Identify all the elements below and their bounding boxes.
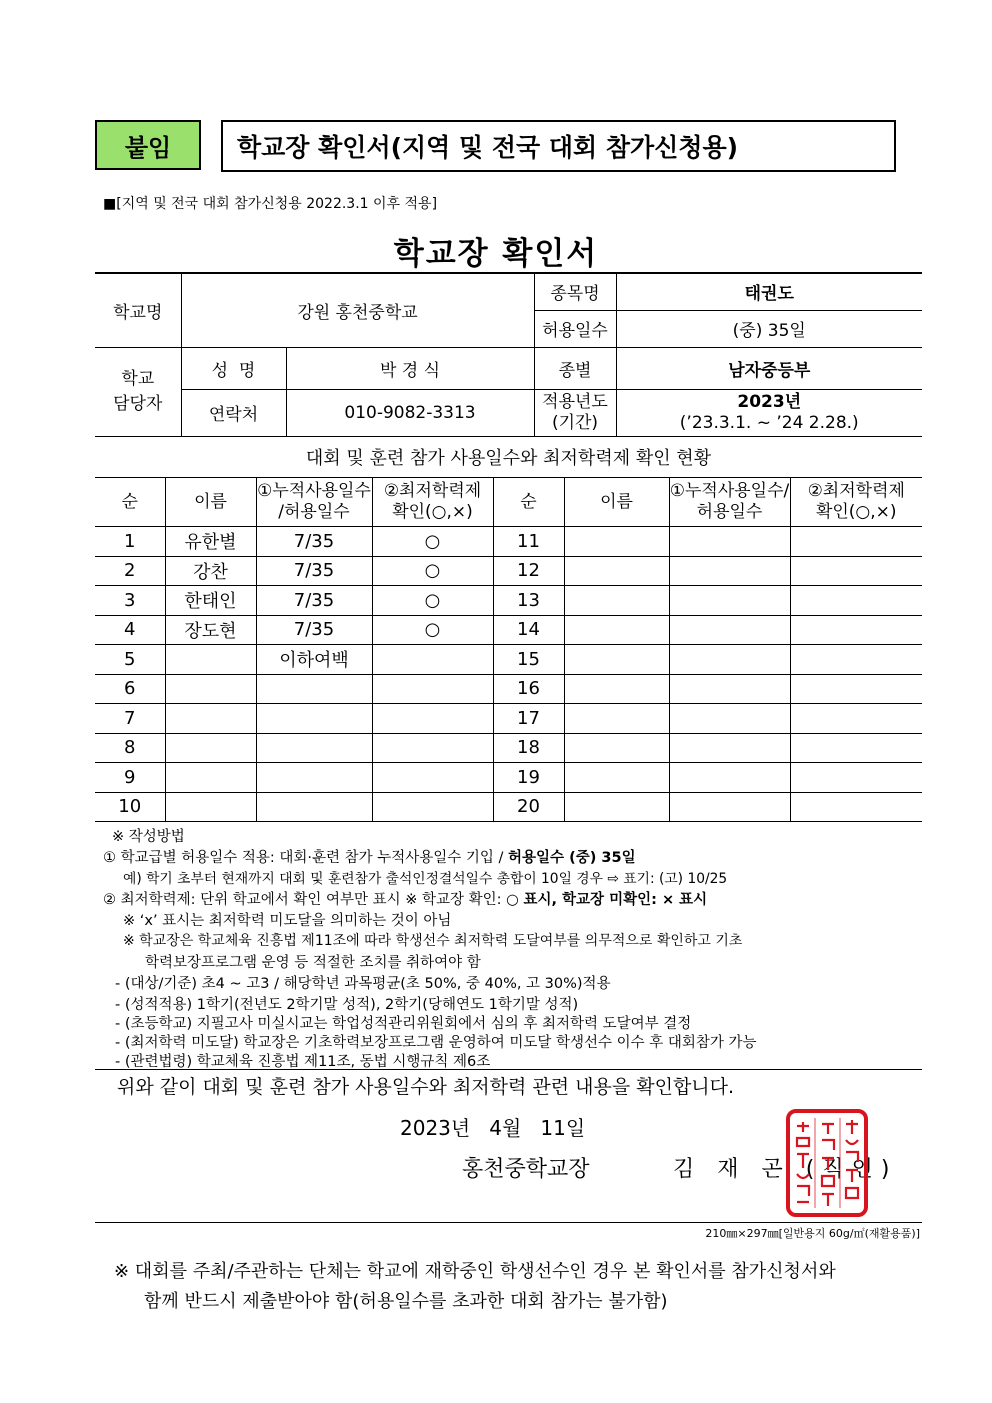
table-row [95,645,922,675]
row-name: 유한별 [165,527,256,557]
header-days-right [669,478,790,527]
manager-label-line1: 학교 [121,368,155,389]
table-row [95,674,922,704]
row-no-right: 11 [493,527,564,557]
row-check-right [790,586,922,616]
row-name [165,704,256,734]
row-days-right [669,733,790,763]
row-no: 9 [95,763,165,793]
instruction-line-11: - (관련법령) 학교체육 진흥법 제11조, 동법 시행규칙 제6조 [115,1054,491,1070]
header-name: 이름 [165,478,256,527]
row-check [372,792,493,822]
instruction-line-1 [103,846,636,867]
instruction-line-9: - (초등학교) 지필고사 미실시교는 학업성적관리위원회에서 심의 후 최저학력 도달여부 결정 [115,1016,692,1032]
header-no-right: 순 [493,478,564,527]
row-name-right [564,704,669,734]
banner-title-text: 학교장 확인서(지역 및 전국 대회 참가신청용) [237,133,739,162]
row-days-right [669,704,790,734]
header-days-line2: /허용일수 [278,502,350,522]
period-label-line1: 적용년도 [542,391,608,412]
issue-date: 2023년 4월 11일 [400,1116,586,1140]
attachment-tag [95,120,201,170]
row-no: 3 [95,586,165,616]
instruction-line-1a: ① 학교급별 허용일수 적용: 대회·훈련 참가 누적사용일수 기입 / [103,850,504,866]
row-days [256,763,372,793]
row-days-right [669,645,790,675]
header-days-right-line2: 허용일수 [696,502,763,522]
row-days [256,674,372,704]
instruction-line-6: 학력보장프로그램 운영 등 적절한 조치를 취하여야 함 [145,955,481,971]
period-label-line2: (기간) [551,412,599,433]
instruction-line-3b: 표시, 학교장 미확인: × 표시 [523,892,708,908]
row-days: 7/35 [256,556,372,586]
row-name: 한태인 [165,586,256,616]
signer-name: 김 재 곤 (직인) [673,1157,898,1182]
sport-value: 태권도 [616,273,922,310]
sport-label: 종목명 [534,273,616,310]
row-name [165,733,256,763]
instruction-line-2: 예) 학기 초부터 현재까지 대회 및 훈련참가 출석인정결석일수 총합이 10일 경우 ⇨ 표기: (고) 10/25 [123,871,728,887]
manager-label [95,347,181,436]
row-check [372,645,493,675]
official-seal [785,1108,869,1218]
header-check-line2: 확인(○,×) [392,502,473,522]
days-value: (중) 35일 [616,310,922,347]
row-check: ○ [372,527,493,557]
row-name-right [564,792,669,822]
row-name-right [564,763,669,793]
row-check-right [790,615,922,645]
table-row [95,615,922,645]
school-label: 학교명 [95,273,181,347]
header-days [256,478,372,527]
header-days-line1: ①누적사용일수 [257,481,371,501]
confirmation-statement: 위와 같이 대회 및 훈련 참가 사용일수와 최저학력 관련 내용을 확인합니다. [117,1076,735,1098]
header-no: 순 [95,478,165,527]
row-no: 5 [95,645,165,675]
manager-label-line2: 담당자 [113,393,163,414]
row-no: 10 [95,792,165,822]
row-name [165,763,256,793]
row-no-right: 20 [493,792,564,822]
row-check [372,763,493,793]
row-days: 7/35 [256,615,372,645]
row-days [256,792,372,822]
row-no: 7 [95,704,165,734]
header-check-right-line2: 확인(○,×) [815,502,897,522]
info-table [95,272,922,437]
row-name-right [564,733,669,763]
row-no-right: 13 [493,586,564,616]
instruction-line-1b: 허용일수 (중) 35일 [508,850,636,866]
applicability-note: ■[지역 및 전국 대회 참가신청용 2022.3.1 이후 적용] [103,196,438,212]
row-name-right [564,556,669,586]
name-label: 성 명 [181,347,286,389]
paper-spec: 210㎜×297㎜[일반용지 60g/㎡(재활용품)] [705,1227,920,1240]
header-check-right [790,478,922,527]
row-check [372,733,493,763]
divider-top [95,1069,922,1070]
instruction-line-8: - (성적적용) 1학기(전년도 2학기말 성적), 2학기(당해연도 1학기말 성적) [115,997,579,1013]
row-no: 6 [95,674,165,704]
contact-label: 연락처 [181,389,286,436]
period-range: (’23.3.1. ~ ’24 2.28.) [679,412,859,433]
roster-title-text: 대회 및 훈련 참가 사용일수와 최저학력제 확인 현황 [305,448,712,469]
instruction-line-3a: ② 최저학력제: 단위 학교에서 확인 여부만 표시 ※ 학교장 확인: ○ [103,892,519,908]
row-name-right [564,674,669,704]
row-no: 4 [95,615,165,645]
row-check-right [790,763,922,793]
table-row [95,733,922,763]
row-no-right: 14 [493,615,564,645]
period-value [616,389,922,436]
header-check-right-line1: ②최저학력제 [807,481,905,501]
header-days-right-line1: ①누적사용일수/ [669,481,790,501]
roster-header-row [95,478,922,527]
row-check-right [790,792,922,822]
roster-table [95,477,922,822]
instruction-line-3 [103,888,707,909]
table-row [95,527,922,557]
footer-note-line2: 함께 반드시 제출받아야 함(허용일수를 초과한 대회 참가는 불가함) [144,1291,668,1312]
footer-note-line1: ※ 대회를 주최/주관하는 단체는 학교에 재학중인 학생선수인 경우 본 확인서를 참가신청서와 [114,1261,836,1282]
row-no-right: 12 [493,556,564,586]
instruction-line-10: - (최저학력 미도달) 학교장은 기초학력보장프로그램 운영하여 미도달 학생선수 이수 후 대회참가 가능 [115,1035,757,1051]
row-name [165,645,256,675]
row-check-right [790,527,922,557]
table-row [95,586,922,616]
row-check [372,674,493,704]
row-name-right [564,615,669,645]
row-name [165,674,256,704]
row-no-right: 18 [493,733,564,763]
row-name [165,792,256,822]
header-check-line1: ②최저학력제 [383,481,482,501]
document-title: 학교장 확인서 [393,236,599,272]
row-no-right: 15 [493,645,564,675]
footer-note [114,1257,836,1317]
row-no: 8 [95,733,165,763]
school-value: 강원 홍천중학교 [181,273,534,347]
row-days-right [669,674,790,704]
table-row [95,763,922,793]
row-no: 1 [95,527,165,557]
instructions-heading: ※ 작성방법 [112,829,185,845]
row-no-right: 16 [493,674,564,704]
row-days: 7/35 [256,527,372,557]
row-days-right [669,763,790,793]
days-label: 허용일수 [534,310,616,347]
row-name-right [564,645,669,675]
row-name-right [564,527,669,557]
signer-school: 홍천중학교장 [462,1157,590,1182]
row-days-right [669,556,790,586]
row-days: 이하여백 [256,645,372,675]
division-label: 종별 [534,347,616,389]
row-days-right [669,792,790,822]
row-check [372,704,493,734]
seal-graphic [785,1108,869,1218]
table-row [95,792,922,822]
divider-bottom [95,1222,922,1223]
banner-title [221,120,896,172]
row-days [256,704,372,734]
name-value: 박 경 식 [286,347,534,389]
instruction-line-7: - (대상/기준) 초4 ~ 고3 / 해당학년 과목평균(초 50%, 중 40%, 고 30%)적용 [115,976,611,992]
row-check-right [790,645,922,675]
header-name-right: 이름 [564,478,669,527]
header-check [372,478,493,527]
row-check: ○ [372,586,493,616]
row-days-right [669,586,790,616]
row-check-right [790,704,922,734]
row-no: 2 [95,556,165,586]
row-check-right [790,674,922,704]
contact-value: 010-9082-3313 [286,389,534,436]
row-days [256,733,372,763]
roster-title [95,437,922,478]
row-name: 강찬 [165,556,256,586]
row-no-right: 17 [493,704,564,734]
table-row [95,556,922,586]
period-label [534,389,616,436]
row-no-right: 19 [493,763,564,793]
period-year: 2023년 [737,391,802,412]
division-value: 남자중등부 [616,347,922,389]
row-days-right [669,527,790,557]
attachment-tag-label: 붙임 [124,133,172,162]
row-check-right [790,556,922,586]
row-check-right [790,733,922,763]
row-check: ○ [372,615,493,645]
row-name-right [564,586,669,616]
row-name: 장도현 [165,615,256,645]
row-days: 7/35 [256,586,372,616]
instruction-line-5: ※ 학교장은 학교체육 진흥법 제11조에 따라 학생선수 최저학력 도달여부를 의무적으로 확인하고 기초 [123,933,743,949]
instruction-line-4: ※ ‘x’ 표시는 최저학력 미도달을 의미하는 것이 아님 [123,913,452,929]
table-row [95,704,922,734]
row-days-right [669,615,790,645]
row-check: ○ [372,556,493,586]
